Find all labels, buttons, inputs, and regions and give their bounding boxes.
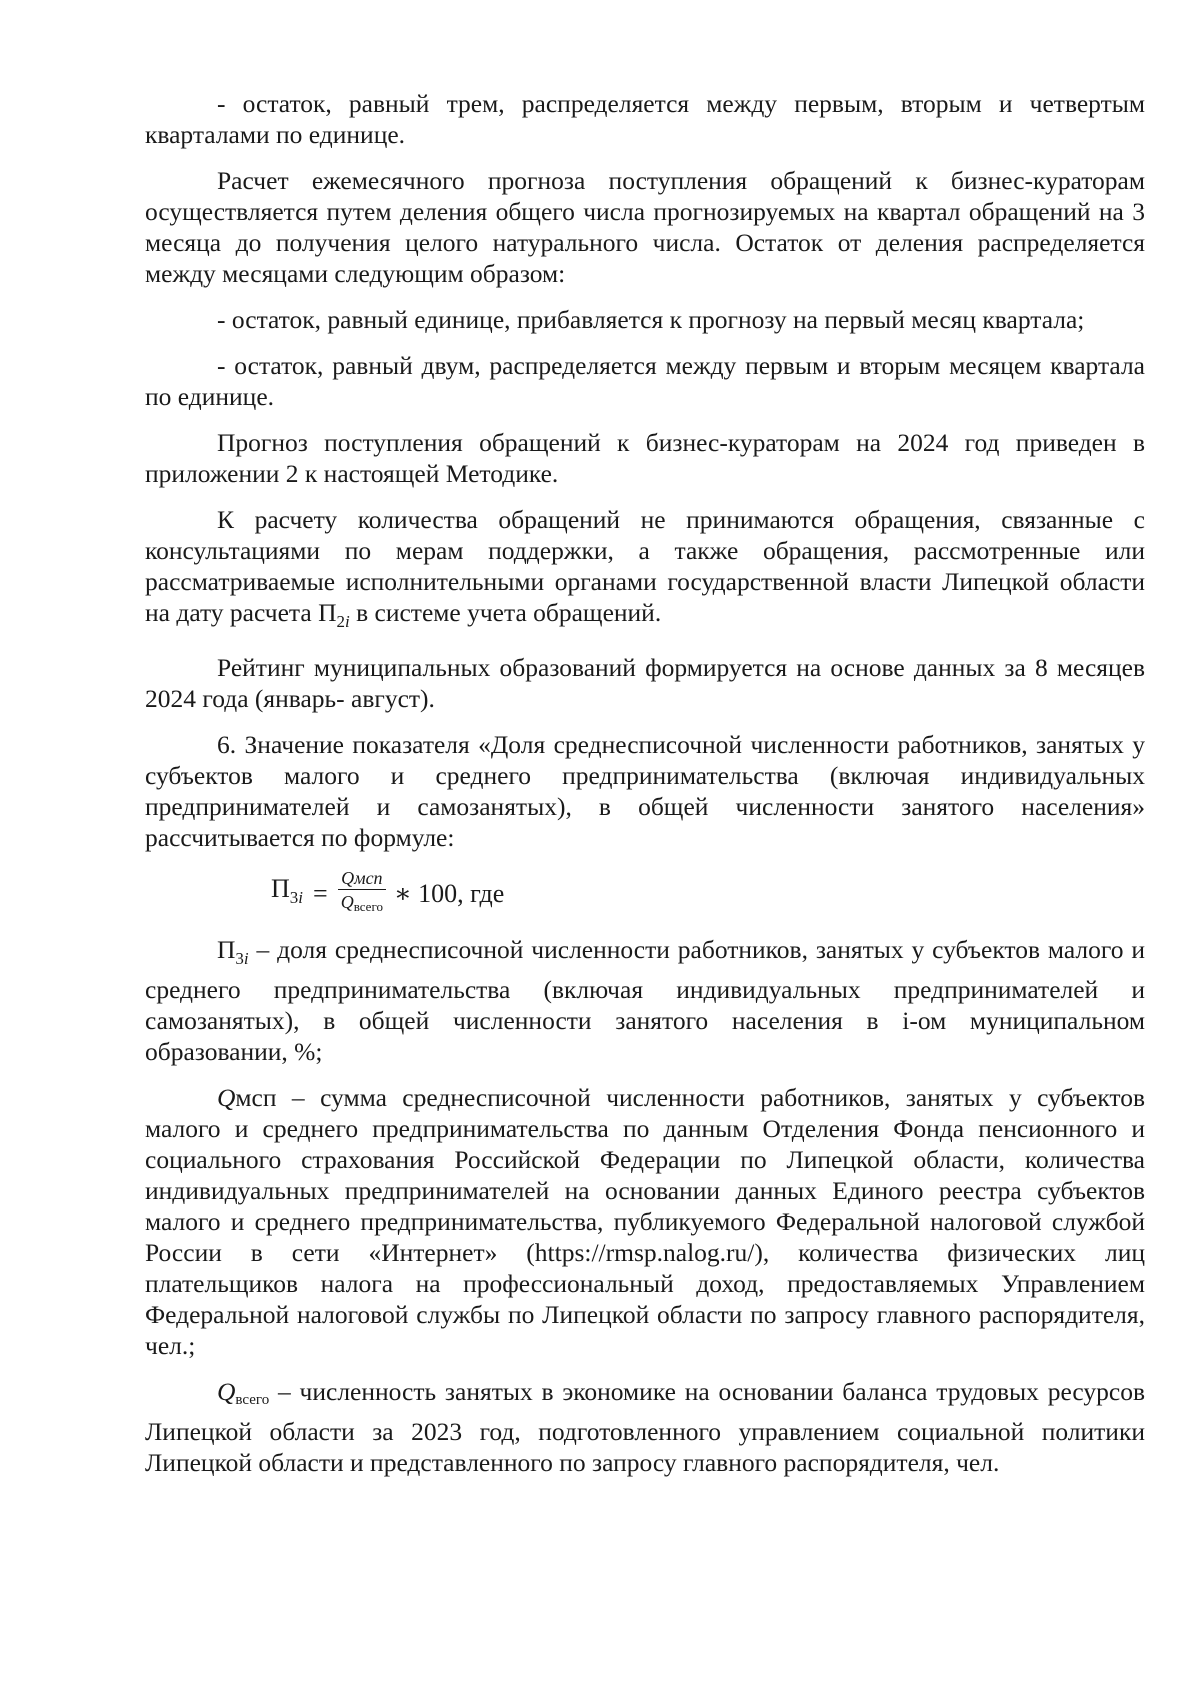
definition-p3i (145, 934, 1145, 1067)
q-msp-symbol: Qмсп (217, 1083, 277, 1112)
exclusions-text-after: в системе учета обращений. (349, 598, 662, 627)
formula (145, 868, 1145, 918)
paragraph-monthly-forecast: Расчет ежемесячного прогноза поступления обращений к бизнес-кураторам осуществляется путем деления общего числа прогнозируемых на квартал обращений на 3 месяца до получения целого натурального числа. Остаток от деления распределяется между месяцами следующим образом: (145, 166, 1145, 288)
document-page (145, 88, 1145, 1493)
definition-q-total-text: – численность занятых в экономике на основании баланса трудовых ресурсов Липецкой области за 2023 год, подготовленного управлением социальной политики Липецкой области и представленного по запросу главного распорядителя, чел. (145, 1377, 1145, 1477)
formula-lhs: $П_{3i}$ (271, 874, 304, 907)
formula-denominator: Qвсего (340, 892, 383, 914)
definition-q-total (145, 1376, 1145, 1478)
paragraph-remainder-three: - остаток, равный трем, распределяется между первым, вторым и четвертым кварталами по единице. (145, 89, 1145, 149)
definition-q-msp (145, 1082, 1145, 1361)
p3i-symbol: $П_{3i}$ (217, 935, 249, 968)
q-total-symbol: Qвсего (217, 1377, 270, 1408)
paragraph-forecast-2024: Прогноз поступления обращений к бизнес-кураторам на 2024 год приведен в приложении 2 к настоящей Методике. (145, 428, 1145, 488)
formula-tail: ∗ 100, где (393, 878, 505, 908)
paragraph-remainder-one: - остаток, равный единице, прибавляется к прогнозу на первый месяц квартала; (217, 305, 1085, 334)
p2i-symbol: $П_{2i}$ (318, 598, 350, 631)
formula-numerator: Qмсп (338, 868, 385, 890)
paragraph-indicator-6: 6. Значение показателя «Доля среднесписочной численности работников, занятых у субъектов малого и среднего предпринимательства (включая индивидуальных предпринимателей и самозанятых), в общей численности занятого населения» рассчитывается по формуле: (145, 730, 1145, 852)
formula-equals: = (313, 878, 328, 908)
definition-q-msp-text: – сумма среднесписочной численности работников, занятых у субъектов малого и среднего предпринимательства по данным Отделения Фонда пенсионного и социального страхования Российской Федерации по Липецкой области, количества индивидуальных предпринимателей на основании данных Единого реестра субъектов малого и среднего предпринимательства, публикуемого Федеральной налоговой службой России в сети «Интернет» (https://rmsp.nalog.ru/), количества физических лиц плательщиков налога на профессиональный доход, предоставляемых Управлением Федеральной налоговой службы по Липецкой области по запросу главного распорядителя, чел.; (145, 1083, 1145, 1360)
paragraph-remainder-two: - остаток, равный двум, распределяется между первым и вторым месяцем квартала по единице. (145, 351, 1145, 411)
paragraph-exclusions (145, 504, 1145, 637)
exclusions-text-before: К расчету количества обращений не принимаются обращения, связанные с консультациями по мерам поддержки, а также обращения, рассмотренные или рассматриваемые исполнительными органами государственной власти Липецкой области на дату расчета (145, 505, 1145, 627)
paragraph-rating: Рейтинг муниципальных образований формируется на основе данных за 8 месяцев 2024 года (январь- август). (145, 653, 1145, 713)
formula-fraction (338, 868, 386, 918)
definition-p3i-text: – доля среднесписочной численности работников, занятых у субъектов малого и среднего предпринимательства (включая индивидуальных предпринимателей и самозанятых), в общей численности занятого населения в i-ом муниципальном образовании, %; (145, 935, 1145, 1066)
